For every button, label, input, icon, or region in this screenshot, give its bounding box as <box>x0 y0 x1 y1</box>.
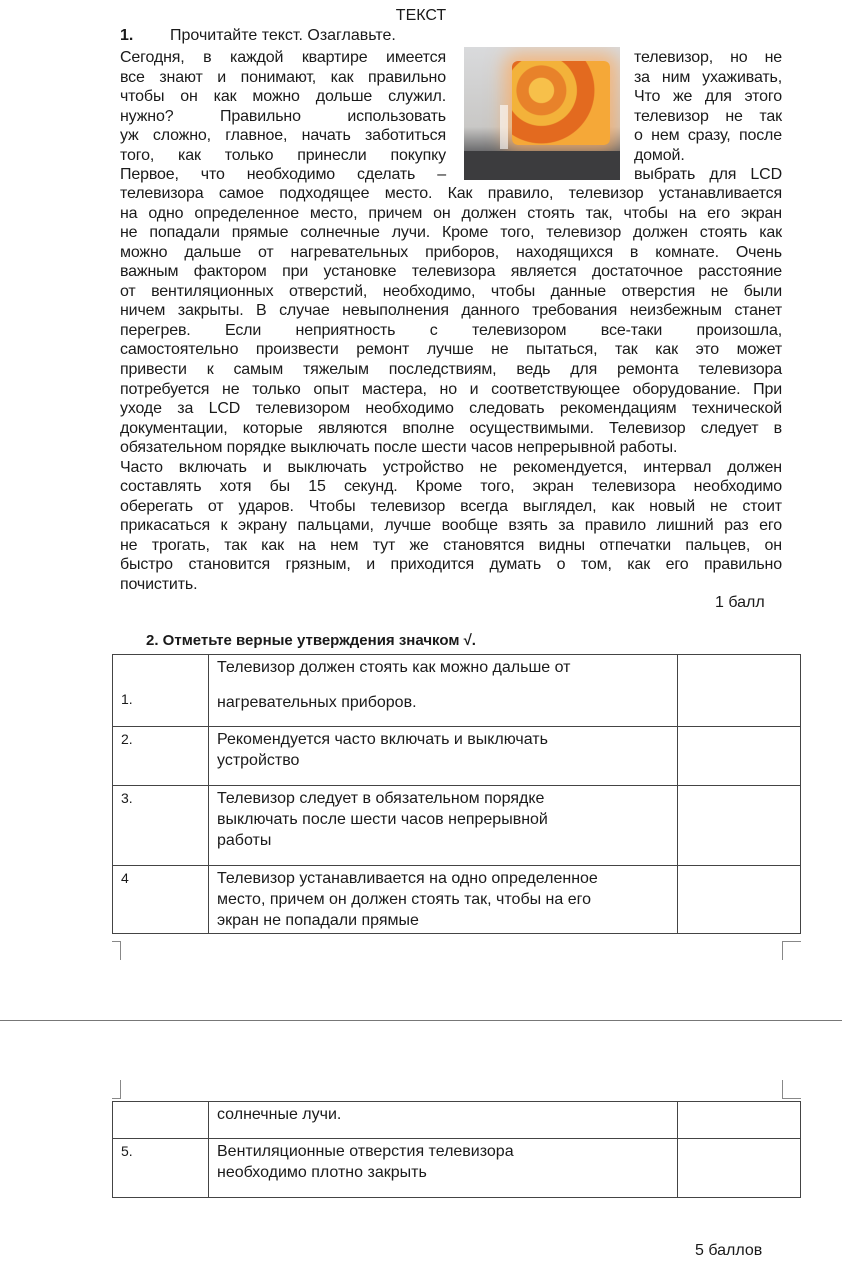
text-line: перегрев. Если неприятность с телевизором все-таки произошла, <box>120 321 782 339</box>
text-line: чтобы он как можно дольше служил. <box>120 88 446 105</box>
task2-points: 5 баллов <box>695 1242 763 1259</box>
statement-line: Телевизор должен стоять как можно дальше от <box>217 659 571 676</box>
answer-cell[interactable] <box>678 1139 801 1198</box>
answer-cell[interactable] <box>678 1102 801 1139</box>
text-line: оберегать от ударов. Чтобы телевизор всегда выглядел, как новый не стоит <box>120 497 782 515</box>
statement-text <box>209 655 678 727</box>
text-line: Первое, что необходимо сделать – <box>120 166 446 183</box>
text-line: почистить. <box>120 576 198 593</box>
text-line: домой. <box>634 146 685 164</box>
statement-text: солнечные лучи. <box>209 1102 678 1139</box>
row-number: 4 <box>113 866 209 934</box>
answer-cell[interactable] <box>678 655 801 727</box>
text-line: привести к самым тяжелым последствиям, ведь для ремонта телевизора <box>120 360 782 378</box>
text-line: можно дальше от нагревательных приборов, находящихся в комнате. Очень <box>120 243 782 261</box>
statements-table-continued <box>112 1101 801 1198</box>
text-line: о нем сразу, после <box>634 127 782 144</box>
text-line: не попадали прямые солнечные лучи. Кроме того, телевизор должен стоять как <box>120 224 782 242</box>
answer-cell[interactable] <box>678 786 801 866</box>
vase-graphic <box>500 105 508 149</box>
text-line: уходе за LCD телевизором необходимо следовать рекомендациям технической <box>120 400 782 418</box>
table-row <box>113 866 801 934</box>
page-corner-mark <box>782 941 801 960</box>
text-line: телевизор не так <box>634 107 782 125</box>
text-line: Часто включать и выключать устройство не рекомендуется, интервал должен <box>120 458 782 476</box>
statement-text: Телевизор следует в обязательном порядке выключать после шести часов непрерывной работы <box>209 786 678 866</box>
text-line: ничем закрыты. В случае невыполнения данного требования неизбежным станет <box>120 302 782 320</box>
statements-table <box>112 654 801 934</box>
statement-text: Рекомендуется часто включать и выключать устройство <box>209 727 678 786</box>
row-number: 3. <box>113 786 209 866</box>
statement-text: Вентиляционные отверстия телевизора необходимо плотно закрыть <box>209 1139 678 1198</box>
text-line: Сегодня, в каждой квартире имеется <box>120 49 446 66</box>
answer-cell[interactable] <box>678 727 801 786</box>
page-corner-mark <box>112 941 121 960</box>
row-number: 1. <box>113 655 209 727</box>
text-line: того, как только принесли покупку <box>120 146 446 164</box>
text-line: нужно? Правильно использовать <box>120 107 446 125</box>
text-line: телевизора самое подходящее место. Как правило, телевизор устанавливается <box>120 185 782 202</box>
text-line: быстро становится грязным, и приходится думать о том, как его правильно <box>120 556 782 574</box>
text-line: за ним ухаживать, <box>634 68 782 86</box>
task1-number: 1. <box>120 27 134 44</box>
page-corner-mark <box>782 1080 801 1099</box>
table-row <box>113 727 801 786</box>
text-line: Что же для этого <box>634 88 782 105</box>
text-line: потребуется не только опыт мастера, но и соответствующее оборудование. При <box>120 380 782 398</box>
text-line: важным фактором при установке телевизора является достаточное расстояние <box>120 263 782 281</box>
table-row <box>113 786 801 866</box>
page-break-divider <box>0 1020 842 1021</box>
tv-stand-graphic <box>464 151 620 180</box>
table-row <box>113 1139 801 1198</box>
tv-screen-graphic <box>512 61 610 145</box>
task2-heading: 2. Отметьте верные утверждения значком √. <box>146 632 476 649</box>
text-line: уж сложно, главное, начать заботиться <box>120 127 446 144</box>
text-line: прикасаться к экрану пальцами, лучше вообще взять за правило лишний раз его <box>120 517 782 535</box>
row-number <box>113 1102 209 1139</box>
statement-text: Телевизор устанавливается на одно определенное место, причем он должен стоять так, чтобы на его экран не попадали прямые <box>209 866 678 934</box>
text-line: обязательном порядке выключать после шести часов непрерывной работы. <box>120 439 678 457</box>
text-line: документации, которые являются вполне осуществимыми. Телевизор следует в <box>120 419 782 437</box>
row-number: 5. <box>113 1139 209 1198</box>
table-row <box>113 1102 801 1139</box>
tv-photo <box>464 47 620 180</box>
text-line: выбрать для LCD <box>634 166 782 183</box>
text-line: на одно определенное место, причем он должен стоять так, чтобы на его экран <box>120 204 782 222</box>
task1-heading: Прочитайте текст. Озаглавьте. <box>170 27 396 44</box>
text-line: самостоятельно произвести ремонт лучше не пытаться, так как это может <box>120 341 782 359</box>
row-number: 2. <box>113 727 209 786</box>
text-line: от вентиляционных отверстий, необходимо, чтобы данные отверстия не были <box>120 282 782 300</box>
text-line: не трогать, так как на нем тут же становятся видны отпечатки пальцев, он <box>120 536 782 554</box>
statement-line: нагревательных приборов. <box>217 694 417 711</box>
answer-cell[interactable] <box>678 866 801 934</box>
text-line: составлять хотя бы 15 секунд. Кроме того, экран телевизора необходимо <box>120 478 782 496</box>
table-row <box>113 655 801 727</box>
task1-points: 1 балл <box>715 594 765 611</box>
page-corner-mark <box>112 1080 121 1099</box>
text-line: все знают и понимают, как правильно <box>120 68 446 86</box>
document-title: ТЕКСТ <box>395 7 447 24</box>
text-line: телевизор, но не <box>634 49 782 66</box>
